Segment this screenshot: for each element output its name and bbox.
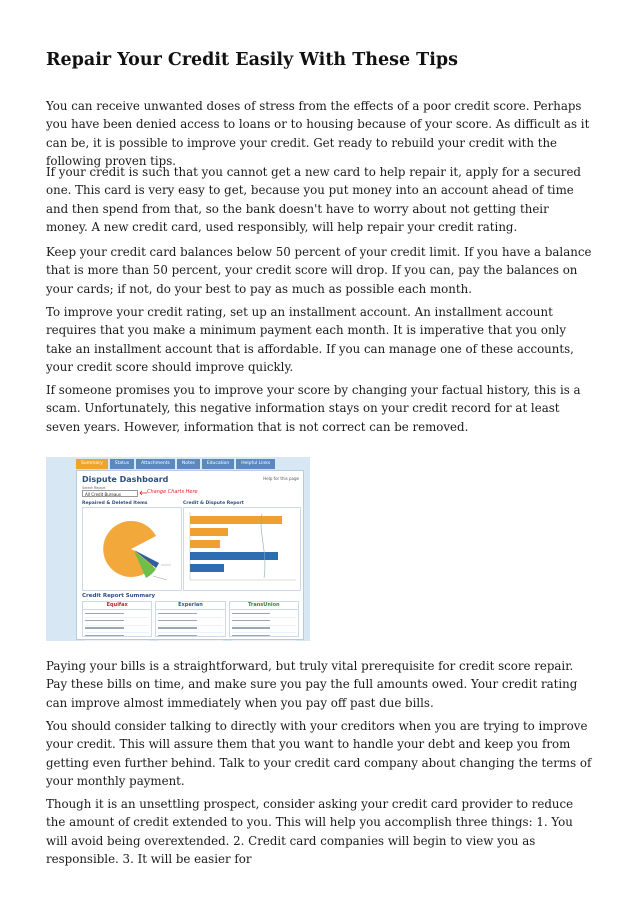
dashboard-panel [76,470,304,640]
help-link: Help for this page [263,476,299,481]
bar-chart [184,508,300,590]
page-title: Repair Your Credit Easily With These Tips [46,50,458,70]
bureau-equifax [82,601,152,637]
bureau-experian-name: Experian [156,602,224,610]
paragraph-scam: If someone promises you to improve your score by changing your factual history, this is a scam. Unfortunately, this negative information stays on your credit record for at least seven years. However, information that is not correct can be removed. [46,383,581,434]
bureau-equifax-name: Equifax [83,602,151,610]
paragraph-balances: Keep your credit card balances below 50 percent of your credit limit. If you have a balance that is more than 50 percent, your credit score will drop. If you can, pay the balances on your cards; if not, do your best to pay as much as possible each month. [46,245,592,296]
tab-education: Education [202,459,234,469]
report-select: All Credit Bureaus [82,490,138,497]
bar-5 [190,564,224,572]
paragraph-pay-bills: Paying your bills is a straightforward, but truly vital prerequisite for credit score repair. Pay these bills on time, and make sure you pay the full amounts owed. Your credit rating can improve almost immediately when you pay off past due bills. [46,659,578,710]
bar-1 [190,516,282,524]
bureau-experian [155,601,225,637]
paragraph-secured-card: If your credit is such that you cannot get a new card to help repair it, apply for a secured one. This card is very easy to get, because you put money into an account ahead of time and then spend from that, so the bank doesn't have to worry about not getting their money. A new credit card, used responsibly, will help repair your credit rating. [46,165,581,235]
bureau-summary [82,601,299,637]
paragraph-reduce-credit: Though it is an unsettling prospect, consider asking your credit card provider to reduce the amount of credit extended to you. This will help you accomplish three things: 1. You will avoid being overextended. 2. Credit card companies will begin to view you as responsible. 3. It will be easier for [46,797,574,867]
repaired-deleted-subtitle: Repaired & Deleted Items [82,501,148,506]
select-label: Select Report [82,486,106,490]
pie-chart-box [82,507,182,591]
tab-notes: Notes [177,459,200,469]
dispute-dashboard-screenshot [46,457,310,641]
change-charts-callout: Change Charts Here [147,489,198,495]
dashboard-title: Dispute Dashboard [82,475,169,484]
bureau-transunion-name: TransUnion [230,602,298,610]
paragraph-intro: You can receive unwanted doses of stress from the effects of a poor credit score. Perhaps you have been denied access to loans or to housing because of your score. As difficult as it can be, it is possible to improve your credit. Get ready to rebuild your credit with the following proven tips. [46,99,590,169]
tab-summary: Summary [76,459,108,469]
tab-status: Status [110,459,134,469]
summary-title: Credit Report Summary [82,593,156,599]
pie-chart [83,508,181,590]
tab-helpful-links: Helpful Links [236,459,275,469]
credit-dispute-subtitle: Credit & Dispute Report [183,501,244,506]
tab-attachments: Attachments [136,459,175,469]
bar-2 [190,528,228,536]
bar-3 [190,540,220,548]
bureau-transunion [229,601,299,637]
paragraph-creditors: You should consider talking to directly with your creditors when you are trying to improve your credit. This will assure them that you want to handle your debt and keep you from getting even further behind. Talk to your credit card company about changing the terms of your monthly payment. [46,719,592,789]
paragraph-installment: To improve your credit rating, set up an installment account. An installment account requires that you make a minimum payment each month. It is imperative that you only take an installment account that is affordable. If you can manage one of these accounts, your credit score should improve quickly. [46,305,574,375]
bar-chart-box [183,507,301,591]
screenshot-tabs [76,459,275,469]
